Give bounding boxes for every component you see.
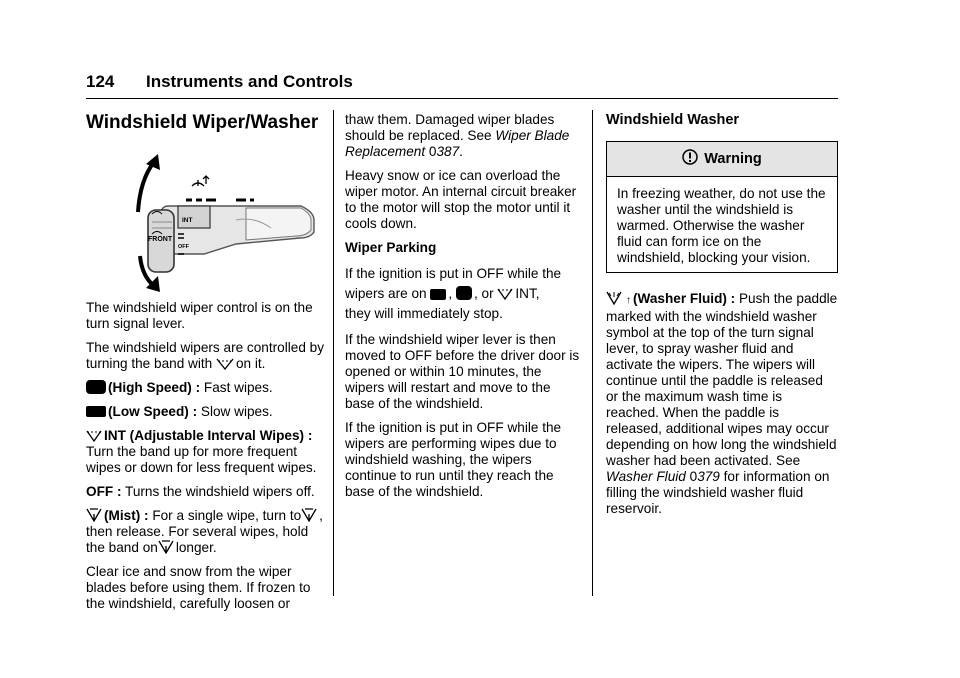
low-speed-item: (Low Speed) : Slow wipes. xyxy=(86,404,324,420)
column-left xyxy=(86,112,324,620)
clear-ice-paragraph: Clear ice and snow from the wiper blades before using them. If frozen to the windshield, carefully loosen or xyxy=(86,564,311,611)
column-right xyxy=(606,112,838,525)
figure-label-off: OFF xyxy=(178,244,189,250)
page-header xyxy=(86,72,838,99)
interval-icon xyxy=(216,358,234,370)
wiper-lever-illustration xyxy=(86,150,318,292)
high-speed-icon xyxy=(456,286,472,300)
mist-item: (Mist) : For a single wipe, turn to , then release. For several wipes, hold the band on longer. xyxy=(86,508,323,555)
wiper-intro: The windshield wiper control is on the turn signal lever. xyxy=(86,300,313,331)
warning-header xyxy=(607,142,837,177)
overload-paragraph: Heavy snow or ice can overload the wiper motor. An internal circuit breaker to the motor will stop the motor until it cools down. xyxy=(345,168,577,231)
high-speed-icon xyxy=(86,380,106,394)
low-speed-icon xyxy=(430,288,446,300)
warning-box xyxy=(606,141,838,273)
high-speed-item: (High Speed) : Fast wipes. xyxy=(86,380,324,396)
washer-heading: Windshield Washer xyxy=(606,112,740,128)
warning-icon xyxy=(682,149,698,165)
wiper-parking-heading: Wiper Parking xyxy=(345,240,437,255)
page-ref-symbol: 0 xyxy=(689,469,698,484)
figure-label-int: INT xyxy=(182,217,193,224)
column-divider xyxy=(333,110,334,596)
interval-item: INT (Adjustable Interval Wipes) : Turn the band up for more frequent wipes or down for less frequent wipes. xyxy=(86,428,317,475)
page-ref-symbol: 0 xyxy=(428,144,437,159)
chapter-title: Instruments and Controls xyxy=(146,72,353,91)
parking-paragraph-1: If the ignition is put in OFF while the wipers are on , , or INT, they will immediately stop. xyxy=(345,266,562,321)
figure-label-front: FRONT xyxy=(148,236,173,243)
page-number: 124 xyxy=(86,72,115,91)
arrow-up-icon: ↑ xyxy=(626,295,631,306)
warning-text: In freezing weather, do not use the washer until the windshield is warmed. Otherwise the washer fluid can form ice on the windshield, blocking your vision. xyxy=(617,186,826,265)
blade-replacement-paragraph: thaw them. Damaged wiper blades should be replaced. See Wiper Blade Replacement 0387. xyxy=(345,112,570,159)
page-ref[interactable]: 379 xyxy=(697,469,720,484)
band-instruction: The windshield wipers are controlled by turning the band with on it. xyxy=(86,340,325,371)
column-middle xyxy=(345,112,583,508)
interval-icon xyxy=(86,430,102,442)
section-title: Windshield Wiper/Washer xyxy=(86,112,319,133)
parking-paragraph-2: If the windshield wiper lever is then moved to OFF before the driver door is opened or within 10 minutes, the wipers will restart and move to the base of the windshield. xyxy=(345,332,580,411)
washer-icon xyxy=(606,291,622,305)
washer-fluid-paragraph: ↑ (Washer Fluid) : Push the paddle marked with the windshield washer symbol at the top of the turn signal lever, to spray washer fluid and activate the wipers. The wipers will continue until the paddle is released or the maximum wash time is reached. When the paddle is released, additional wipes may occur depending on how long the windshield washer had been activated. See Washer Fluid 0379 for information on filling the windshield washer fluid reservoir. xyxy=(606,291,838,516)
mist-icon xyxy=(158,540,174,554)
low-speed-icon xyxy=(86,405,106,418)
parking-paragraph-3: If the ignition is put in OFF while the wipers are performing wipes due to windshield washing, the wipers continue to run until they reach the base of the windshield. xyxy=(345,420,562,499)
washer-fluid-link[interactable]: Washer Fluid xyxy=(606,469,686,484)
warning-title: Warning xyxy=(704,151,762,167)
off-item: OFF : Turns the windshield wipers off. xyxy=(86,484,315,499)
interval-icon xyxy=(497,288,513,300)
mist-icon xyxy=(86,508,102,522)
wiper-blade-link[interactable]: Wiper Blade Replacement xyxy=(345,128,570,159)
page-ref[interactable]: 387 xyxy=(436,144,460,159)
mist-icon xyxy=(301,508,317,522)
column-divider xyxy=(592,110,593,596)
